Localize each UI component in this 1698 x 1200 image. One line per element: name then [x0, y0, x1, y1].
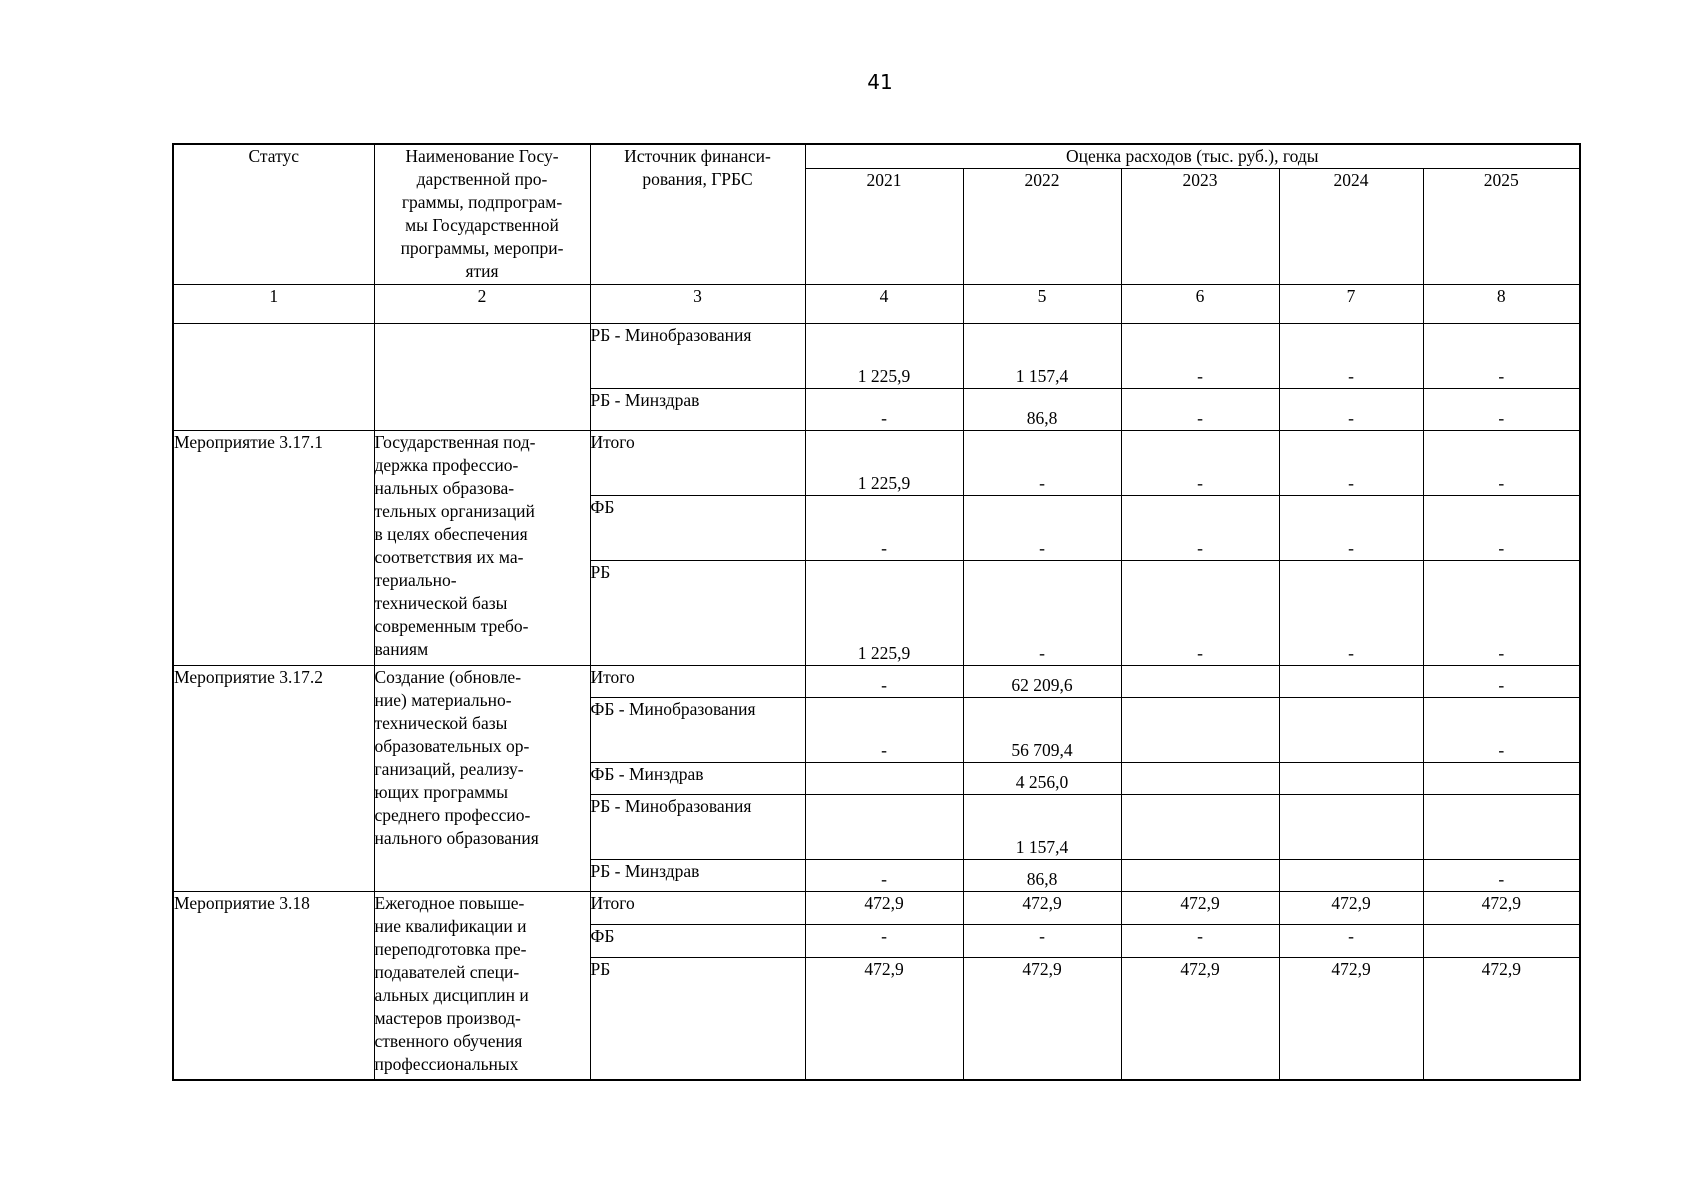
value-cell: -: [963, 496, 1121, 561]
status-cell: Мероприятие 3.17.2: [173, 666, 374, 892]
value-cell: 62 209,6: [963, 666, 1121, 698]
name-cell: Государственная под- держка профессио- нальных образова- тельных организаций в целях обеспечения соответствия их ма- териально- технической базы современным требо- ваниям: [374, 431, 590, 666]
table-row: [173, 431, 1580, 496]
value-cell: -: [1423, 561, 1580, 666]
value-cell: -: [1121, 431, 1279, 496]
status-cell: [173, 324, 374, 431]
value-cell: -: [963, 925, 1121, 958]
value-cell: 472,9: [1279, 892, 1423, 925]
value-cell: -: [805, 666, 963, 698]
index-cell: 5: [963, 285, 1121, 324]
value-cell: [1279, 666, 1423, 698]
value-cell: [1121, 763, 1279, 795]
value-cell: -: [1121, 561, 1279, 666]
value-cell: [805, 763, 963, 795]
index-cell: 6: [1121, 285, 1279, 324]
value-cell: -: [1121, 389, 1279, 431]
value-cell: 472,9: [1121, 958, 1279, 1080]
index-cell: 8: [1423, 285, 1580, 324]
value-cell: -: [805, 925, 963, 958]
value-cell: 86,8: [963, 389, 1121, 431]
index-cell: 1: [173, 285, 374, 324]
status-cell: Мероприятие 3.17.1: [173, 431, 374, 666]
value-cell: 1 225,9: [805, 324, 963, 389]
source-cell: РБ: [590, 561, 805, 666]
source-cell: РБ - Минобразования: [590, 795, 805, 860]
value-cell: -: [1279, 496, 1423, 561]
header-source: Источник финанси- рования, ГРБС: [590, 144, 805, 285]
value-cell: [1279, 763, 1423, 795]
table-row: [173, 892, 1580, 925]
header-row-1: [173, 144, 1580, 169]
value-cell: [1423, 795, 1580, 860]
header-name: Наименование Госу- дарственной про- граммы, подпрограм- мы Государственной программы, меропри- ятия: [374, 144, 590, 285]
value-cell: -: [1279, 431, 1423, 496]
value-cell: 4 256,0: [963, 763, 1121, 795]
value-cell: 472,9: [1279, 958, 1423, 1080]
value-cell: -: [1121, 324, 1279, 389]
value-cell: 56 709,4: [963, 698, 1121, 763]
page-number: 41: [867, 70, 893, 94]
header-status: Статус: [173, 144, 374, 285]
value-cell: 1 225,9: [805, 431, 963, 496]
value-cell: -: [805, 496, 963, 561]
value-cell: [805, 795, 963, 860]
value-cell: 1 157,4: [963, 795, 1121, 860]
value-cell: 1 157,4: [963, 324, 1121, 389]
header-year: 2022: [963, 169, 1121, 285]
source-cell: Итого: [590, 431, 805, 496]
index-row: [173, 285, 1580, 324]
value-cell: 472,9: [805, 892, 963, 925]
value-cell: -: [805, 860, 963, 892]
value-cell: 472,9: [805, 958, 963, 1080]
value-cell: [1279, 795, 1423, 860]
budget-table: [172, 143, 1581, 1081]
header-estimate: Оценка расходов (тыс. руб.), годы: [805, 144, 1580, 169]
value-cell: -: [1423, 666, 1580, 698]
value-cell: -: [1423, 431, 1580, 496]
value-cell: [1121, 795, 1279, 860]
value-cell: -: [1423, 860, 1580, 892]
source-cell: Итого: [590, 666, 805, 698]
value-cell: [1279, 698, 1423, 763]
status-cell: Мероприятие 3.18: [173, 892, 374, 1080]
header-year: 2021: [805, 169, 963, 285]
value-cell: -: [1279, 925, 1423, 958]
value-cell: -: [1423, 389, 1580, 431]
value-cell: 472,9: [1423, 958, 1580, 1080]
value-cell: -: [1121, 496, 1279, 561]
source-cell: ФБ: [590, 925, 805, 958]
value-cell: [1279, 860, 1423, 892]
value-cell: -: [1121, 925, 1279, 958]
value-cell: 472,9: [1423, 892, 1580, 925]
source-cell: РБ: [590, 958, 805, 1080]
value-cell: [1121, 698, 1279, 763]
header-year: 2024: [1279, 169, 1423, 285]
index-cell: 4: [805, 285, 963, 324]
value-cell: [1423, 925, 1580, 958]
value-cell: [1121, 860, 1279, 892]
value-cell: 472,9: [963, 958, 1121, 1080]
source-cell: Итого: [590, 892, 805, 925]
value-cell: [1121, 666, 1279, 698]
value-cell: -: [963, 561, 1121, 666]
value-cell: -: [1423, 698, 1580, 763]
source-cell: РБ - Минобразования: [590, 324, 805, 389]
value-cell: -: [1279, 389, 1423, 431]
index-cell: 3: [590, 285, 805, 324]
name-cell: Создание (обновле- ние) материально- технической базы образовательных ор- ганизаций, реализу- ющих программы среднего профессио- нального образования: [374, 666, 590, 892]
value-cell: -: [963, 431, 1121, 496]
value-cell: -: [1279, 561, 1423, 666]
table-row: [173, 666, 1580, 698]
value-cell: [1423, 763, 1580, 795]
index-cell: 2: [374, 285, 590, 324]
source-cell: ФБ: [590, 496, 805, 561]
value-cell: 86,8: [963, 860, 1121, 892]
value-cell: -: [805, 698, 963, 763]
source-cell: РБ - Минздрав: [590, 389, 805, 431]
value-cell: -: [1279, 324, 1423, 389]
value-cell: 472,9: [963, 892, 1121, 925]
source-cell: ФБ - Минздрав: [590, 763, 805, 795]
header-year: 2023: [1121, 169, 1279, 285]
name-cell: Ежегодное повыше- ние квалификации и переподготовка пре- подавателей специ- альных дисциплин и мастеров производ- ственного обучения профессиональных: [374, 892, 590, 1080]
index-cell: 7: [1279, 285, 1423, 324]
value-cell: -: [1423, 324, 1580, 389]
source-cell: РБ - Минздрав: [590, 860, 805, 892]
value-cell: -: [805, 389, 963, 431]
value-cell: 1 225,9: [805, 561, 963, 666]
table-row: [173, 324, 1580, 389]
value-cell: 472,9: [1121, 892, 1279, 925]
header-year: 2025: [1423, 169, 1580, 285]
source-cell: ФБ - Минобразования: [590, 698, 805, 763]
name-cell: [374, 324, 590, 431]
value-cell: -: [1423, 496, 1580, 561]
